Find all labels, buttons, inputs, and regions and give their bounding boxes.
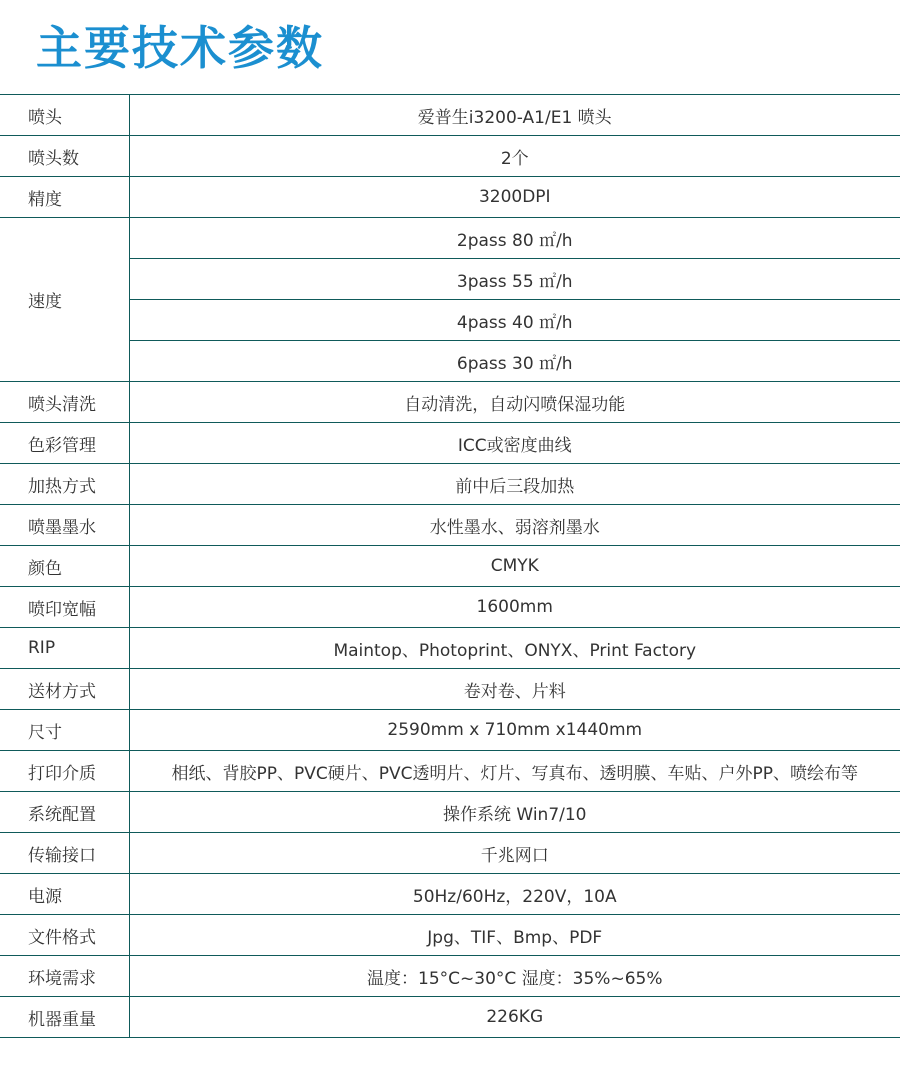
spec-label: 文件格式 <box>0 915 129 956</box>
table-row <box>0 95 900 136</box>
table-row <box>0 874 900 915</box>
spec-label: 传输接口 <box>0 833 129 874</box>
spec-label: 打印介质 <box>0 751 129 792</box>
table-row <box>0 587 900 628</box>
spec-value: 爱普生i3200-A1/E1 喷头 <box>129 95 900 136</box>
table-row <box>0 136 900 177</box>
table-row <box>0 423 900 464</box>
spec-value: 1600mm <box>129 587 900 628</box>
spec-label: 精度 <box>0 177 129 218</box>
table-row <box>0 956 900 997</box>
spec-value: 前中后三段加热 <box>129 464 900 505</box>
spec-value: 4pass 40 ㎡/h <box>129 300 900 341</box>
spec-value: 2个 <box>129 136 900 177</box>
spec-label: 喷印宽幅 <box>0 587 129 628</box>
spec-value: 自动清洗，自动闪喷保湿功能 <box>129 382 900 423</box>
spec-label: 电源 <box>0 874 129 915</box>
table-row <box>0 382 900 423</box>
table-row <box>0 833 900 874</box>
spec-table-body <box>0 95 900 1038</box>
spec-value: 千兆网口 <box>129 833 900 874</box>
table-row <box>0 177 900 218</box>
spec-value: 2590mm x 710mm x1440mm <box>129 710 900 751</box>
table-row <box>0 997 900 1038</box>
table-row <box>0 751 900 792</box>
table-row <box>0 341 900 382</box>
table-row <box>0 792 900 833</box>
page-title: 主要技术参数 <box>36 21 324 75</box>
spec-label: 喷墨墨水 <box>0 505 129 546</box>
spec-label: 喷头 <box>0 95 129 136</box>
spec-label: 加热方式 <box>0 464 129 505</box>
spec-value: 操作系统 Win7/10 <box>129 792 900 833</box>
table-row <box>0 546 900 587</box>
spec-label: RIP <box>0 628 129 669</box>
spec-label: 喷头清洗 <box>0 382 129 423</box>
spec-label: 系统配置 <box>0 792 129 833</box>
spec-value: 6pass 30 ㎡/h <box>129 341 900 382</box>
spec-value: 50Hz/60Hz，220V，10A <box>129 874 900 915</box>
spec-label: 色彩管理 <box>0 423 129 464</box>
table-row <box>0 710 900 751</box>
spec-value: 3pass 55 ㎡/h <box>129 259 900 300</box>
spec-label: 尺寸 <box>0 710 129 751</box>
spec-value: Jpg、TIF、Bmp、PDF <box>129 915 900 956</box>
spec-label: 颜色 <box>0 546 129 587</box>
spec-table <box>0 94 900 1038</box>
spec-value: Maintop、Photoprint、ONYX、Print Factory <box>129 628 900 669</box>
table-row <box>0 505 900 546</box>
spec-label: 送材方式 <box>0 669 129 710</box>
spec-value: 卷对卷、片料 <box>129 669 900 710</box>
table-row <box>0 628 900 669</box>
spec-value: 相纸、背胶PP、PVC硬片、PVC透明片、灯片、写真布、透明膜、车贴、户外PP、喷绘布等 <box>129 751 900 792</box>
spec-label: 喷头数 <box>0 136 129 177</box>
spec-value: 3200DPI <box>129 177 900 218</box>
spec-value: 2pass 80 ㎡/h <box>129 218 900 259</box>
spec-value: 水性墨水、弱溶剂墨水 <box>129 505 900 546</box>
spec-value: 温度：15°C~30°C 湿度：35%~65% <box>129 956 900 997</box>
table-row <box>0 300 900 341</box>
spec-value: CMYK <box>129 546 900 587</box>
spec-value: ICC或密度曲线 <box>129 423 900 464</box>
table-row <box>0 464 900 505</box>
spec-label: 环境需求 <box>0 956 129 997</box>
spec-label: 速度 <box>0 218 129 382</box>
table-row <box>0 218 900 259</box>
spec-label: 机器重量 <box>0 997 129 1038</box>
table-row <box>0 915 900 956</box>
table-row <box>0 669 900 710</box>
table-row <box>0 259 900 300</box>
spec-value: 226KG <box>486 1007 544 1027</box>
